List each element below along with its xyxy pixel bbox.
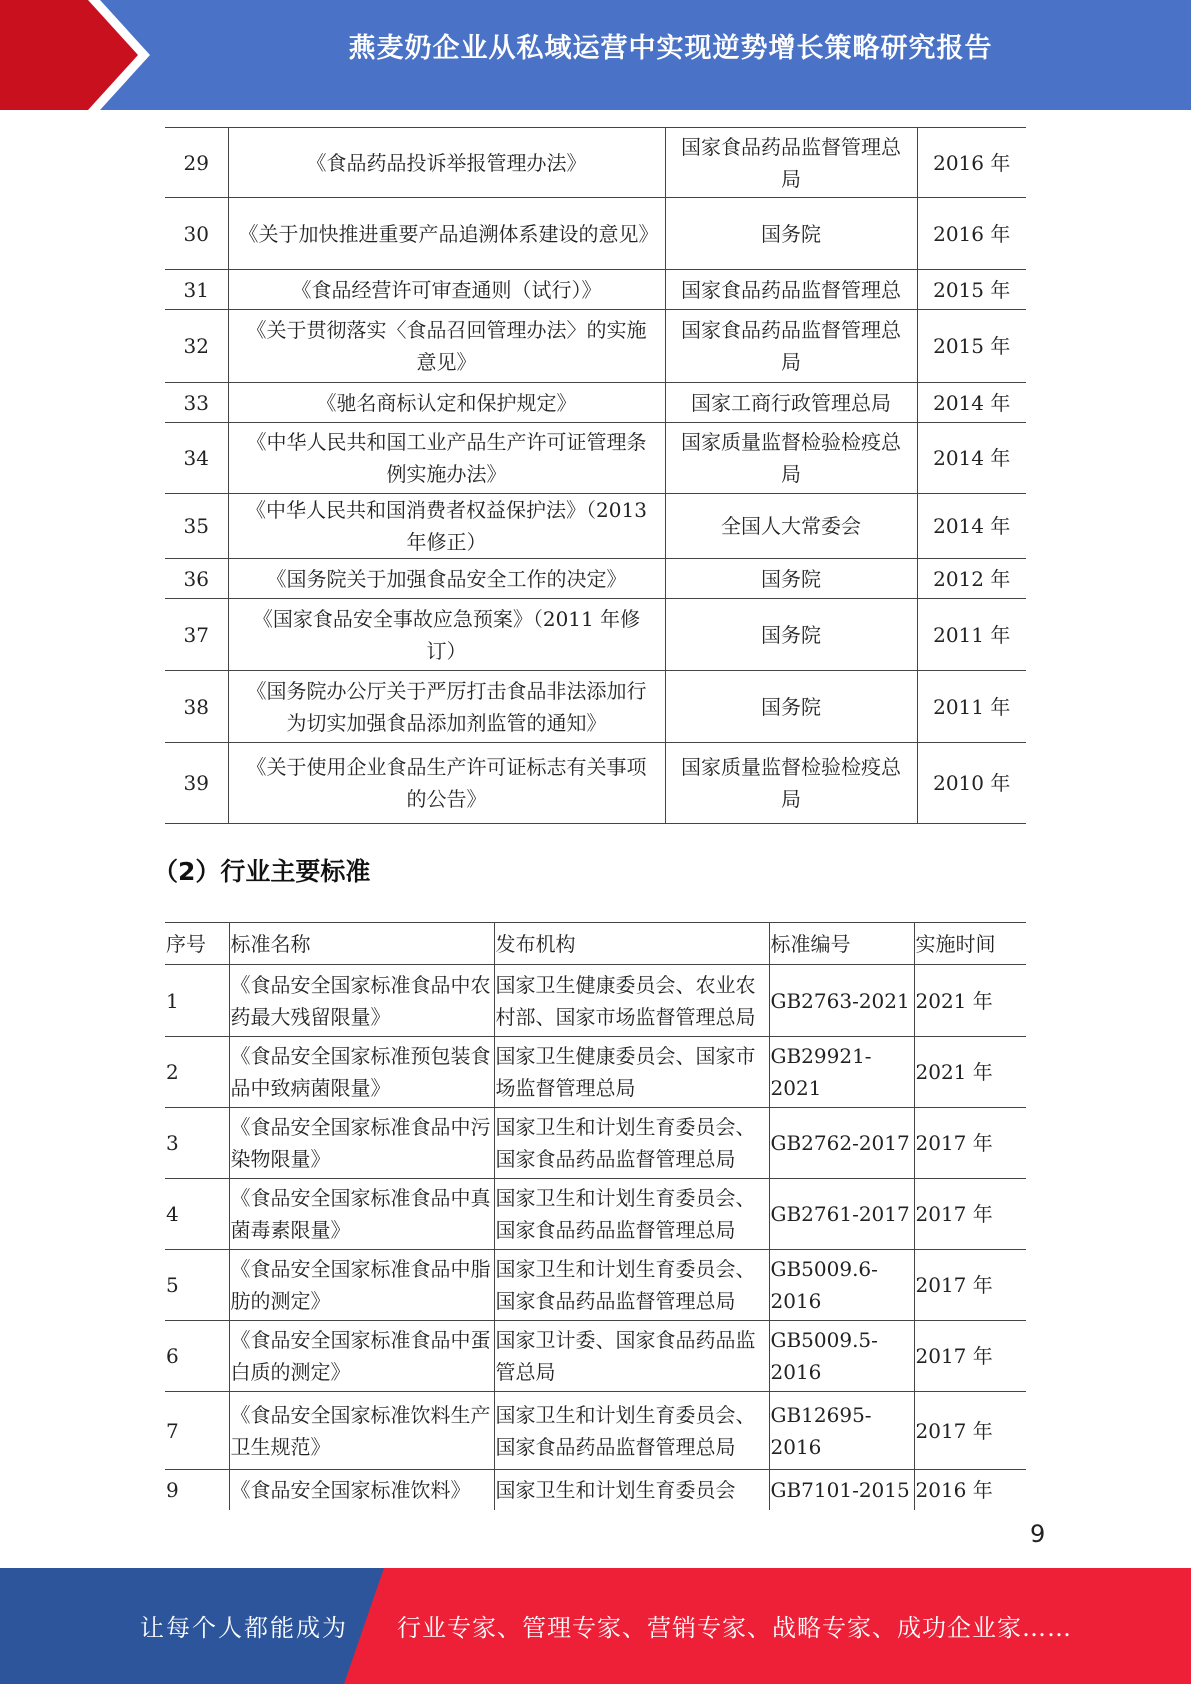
regulation-row: [165, 423, 1026, 494]
regulation-number: 35: [165, 494, 228, 559]
regulation-number: 30: [165, 198, 228, 270]
standard-year: 2017 年: [914, 1392, 1026, 1470]
regulation-number: 39: [165, 743, 228, 824]
regulation-agency: 国家质量监督检验检疫总局: [665, 423, 917, 494]
regulation-year: 2015 年: [917, 310, 1026, 383]
regulation-number: 37: [165, 599, 228, 671]
page-footer: [0, 1568, 1191, 1684]
header-cell-agency: 发布机构: [494, 923, 769, 965]
standard-agency: 国家卫生和计划生育委员会: [494, 1470, 769, 1510]
regulation-number: 38: [165, 671, 228, 743]
regulation-year: 2010 年: [917, 743, 1026, 824]
regulation-name: 《食品经营许可审查通则（试行）》: [228, 270, 665, 310]
header-cell-year: 实施时间: [914, 923, 1026, 965]
regulations-table-body: [165, 128, 1026, 824]
standard-number: 5: [165, 1250, 229, 1321]
regulation-agency: 国务院: [665, 559, 917, 599]
standard-row: [165, 1179, 1026, 1250]
regulation-row: [165, 599, 1026, 671]
regulation-name: 《关于加快推进重要产品追溯体系建设的意见》: [228, 198, 665, 270]
footer-slogan-left: 让每个人都能成为: [140, 1614, 348, 1642]
regulation-agency: 国家质量监督检验检疫总局: [665, 743, 917, 824]
regulation-row: [165, 198, 1026, 270]
standard-year: 2017 年: [914, 1250, 1026, 1321]
regulation-year: 2014 年: [917, 494, 1026, 559]
regulation-name: 《关于贯彻落实〈食品召回管理办法〉的实施意见》: [228, 310, 665, 383]
standard-number: 3: [165, 1108, 229, 1179]
standard-row: [165, 1321, 1026, 1392]
header-arrow-decoration: [0, 0, 160, 110]
standard-agency: 国家卫生健康委员会、国家市场监督管理总局: [494, 1037, 769, 1108]
regulation-year: 2016 年: [917, 128, 1026, 198]
regulation-year: 2016 年: [917, 198, 1026, 270]
regulation-agency: 国家食品药品监督管理总局: [665, 310, 917, 383]
regulation-row: [165, 270, 1026, 310]
standard-agency: 国家卫生健康委员会、农业农村部、国家市场监督管理总局: [494, 965, 769, 1037]
standard-name: 《食品安全国家标准食品中农药最大残留限量》: [229, 965, 494, 1037]
header-cell-name: 标准名称: [229, 923, 494, 965]
regulation-year: 2011 年: [917, 671, 1026, 743]
standard-year: 2017 年: [914, 1321, 1026, 1392]
regulation-row: [165, 559, 1026, 599]
header-cell-code: 标准编号: [769, 923, 914, 965]
page-number: 9: [1030, 1520, 1046, 1548]
standard-row: [165, 965, 1026, 1037]
regulation-number: 34: [165, 423, 228, 494]
standard-year: 2021 年: [914, 1037, 1026, 1108]
standard-number: 6: [165, 1321, 229, 1392]
standards-table: [165, 922, 1026, 1510]
standard-row: [165, 1037, 1026, 1108]
regulation-row: [165, 494, 1026, 559]
standard-code: GB7101-2015: [769, 1470, 914, 1510]
standard-number: 1: [165, 965, 229, 1037]
standard-number: 2: [165, 1037, 229, 1108]
standard-row: [165, 1392, 1026, 1470]
regulation-name: 《关于使用企业食品生产许可证标志有关事项的公告》: [228, 743, 665, 824]
standard-number: 7: [165, 1392, 229, 1470]
standard-name: 《食品安全国家标准食品中真菌毒素限量》: [229, 1179, 494, 1250]
regulation-row: [165, 743, 1026, 824]
regulation-number: 32: [165, 310, 228, 383]
regulation-year: 2011 年: [917, 599, 1026, 671]
regulation-row: [165, 383, 1026, 423]
standard-year: 2017 年: [914, 1179, 1026, 1250]
regulation-year: 2014 年: [917, 383, 1026, 423]
standard-number: 9: [165, 1470, 229, 1510]
regulation-name: 《食品药品投诉举报管理办法》: [228, 128, 665, 198]
regulation-agency: 全国人大常委会: [665, 494, 917, 559]
regulation-agency: 国家食品药品监督管理总局: [665, 128, 917, 198]
regulation-number: 33: [165, 383, 228, 423]
standard-name: 《食品安全国家标准食品中蛋白质的测定》: [229, 1321, 494, 1392]
report-title: 燕麦奶企业从私域运营中实现逆势增长策略研究报告: [348, 33, 993, 64]
regulation-name: 《驰名商标认定和保护规定》: [228, 383, 665, 423]
standard-number: 4: [165, 1179, 229, 1250]
regulation-agency: 国务院: [665, 671, 917, 743]
standard-year: 2017 年: [914, 1108, 1026, 1179]
standard-name: 《食品安全国家标准饮料生产卫生规范》: [229, 1392, 494, 1470]
regulation-number: 31: [165, 270, 228, 310]
regulation-name: 《国务院关于加强食品安全工作的决定》: [228, 559, 665, 599]
standard-name: 《食品安全国家标准预包装食品中致病菌限量》: [229, 1037, 494, 1108]
regulation-number: 29: [165, 128, 228, 198]
standard-name: 《食品安全国家标准食品中脂肪的测定》: [229, 1250, 494, 1321]
regulation-agency: 国务院: [665, 198, 917, 270]
regulation-row: [165, 671, 1026, 743]
regulation-row: [165, 310, 1026, 383]
standard-agency: 国家卫生和计划生育委员会、国家食品药品监督管理总局: [494, 1392, 769, 1470]
standard-code: GB5009.5-2016: [769, 1321, 914, 1392]
footer-slogan-right: 行业专家、管理专家、营销专家、战略专家、成功企业家……: [397, 1614, 1072, 1642]
regulation-name: 《中华人民共和国工业产品生产许可证管理条例实施办法》: [228, 423, 665, 494]
standard-agency: 国家卫生和计划生育委员会、国家食品药品监督管理总局: [494, 1108, 769, 1179]
standard-code: GB29921-2021: [769, 1037, 914, 1108]
standard-code: GB2761-2017: [769, 1179, 914, 1250]
regulation-year: 2015 年: [917, 270, 1026, 310]
regulation-name: 《国家食品安全事故应急预案》（2011 年修订）: [228, 599, 665, 671]
standard-agency: 国家卫计委、国家食品药品监管总局: [494, 1321, 769, 1392]
standard-code: GB5009.6-2016: [769, 1250, 914, 1321]
standard-name: 《食品安全国家标准饮料》: [229, 1470, 494, 1510]
standard-code: GB2762-2017: [769, 1108, 914, 1179]
standard-agency: 国家卫生和计划生育委员会、国家食品药品监督管理总局: [494, 1250, 769, 1321]
standard-row: [165, 1250, 1026, 1321]
regulation-name: 《中华人民共和国消费者权益保护法》（2013 年修正）: [228, 494, 665, 559]
standards-table-body: [165, 965, 1026, 1510]
regulations-table: [165, 127, 1026, 824]
standard-code: GB12695-2016: [769, 1392, 914, 1470]
standard-agency: 国家卫生和计划生育委员会、国家食品药品监督管理总局: [494, 1179, 769, 1250]
regulation-row: [165, 128, 1026, 198]
standard-row: [165, 1470, 1026, 1510]
regulation-agency: 国家食品药品监督管理总: [665, 270, 917, 310]
regulation-name: 《国务院办公厅关于严厉打击食品非法添加行为切实加强食品添加剂监管的通知》: [228, 671, 665, 743]
standard-row: [165, 1108, 1026, 1179]
section-title: （2）行业主要标准: [153, 857, 371, 886]
regulation-number: 36: [165, 559, 228, 599]
standard-name: 《食品安全国家标准食品中污染物限量》: [229, 1108, 494, 1179]
header-cell-no: 序号: [165, 923, 229, 965]
regulation-agency: 国家工商行政管理总局: [665, 383, 917, 423]
regulation-agency: 国务院: [665, 599, 917, 671]
standard-year: 2021 年: [914, 965, 1026, 1037]
standard-code: GB2763-2021: [769, 965, 914, 1037]
standards-header-row: [165, 923, 1026, 965]
regulation-year: 2012 年: [917, 559, 1026, 599]
regulation-year: 2014 年: [917, 423, 1026, 494]
standard-year: 2016 年: [914, 1470, 1026, 1510]
page-header: [0, 0, 1191, 110]
